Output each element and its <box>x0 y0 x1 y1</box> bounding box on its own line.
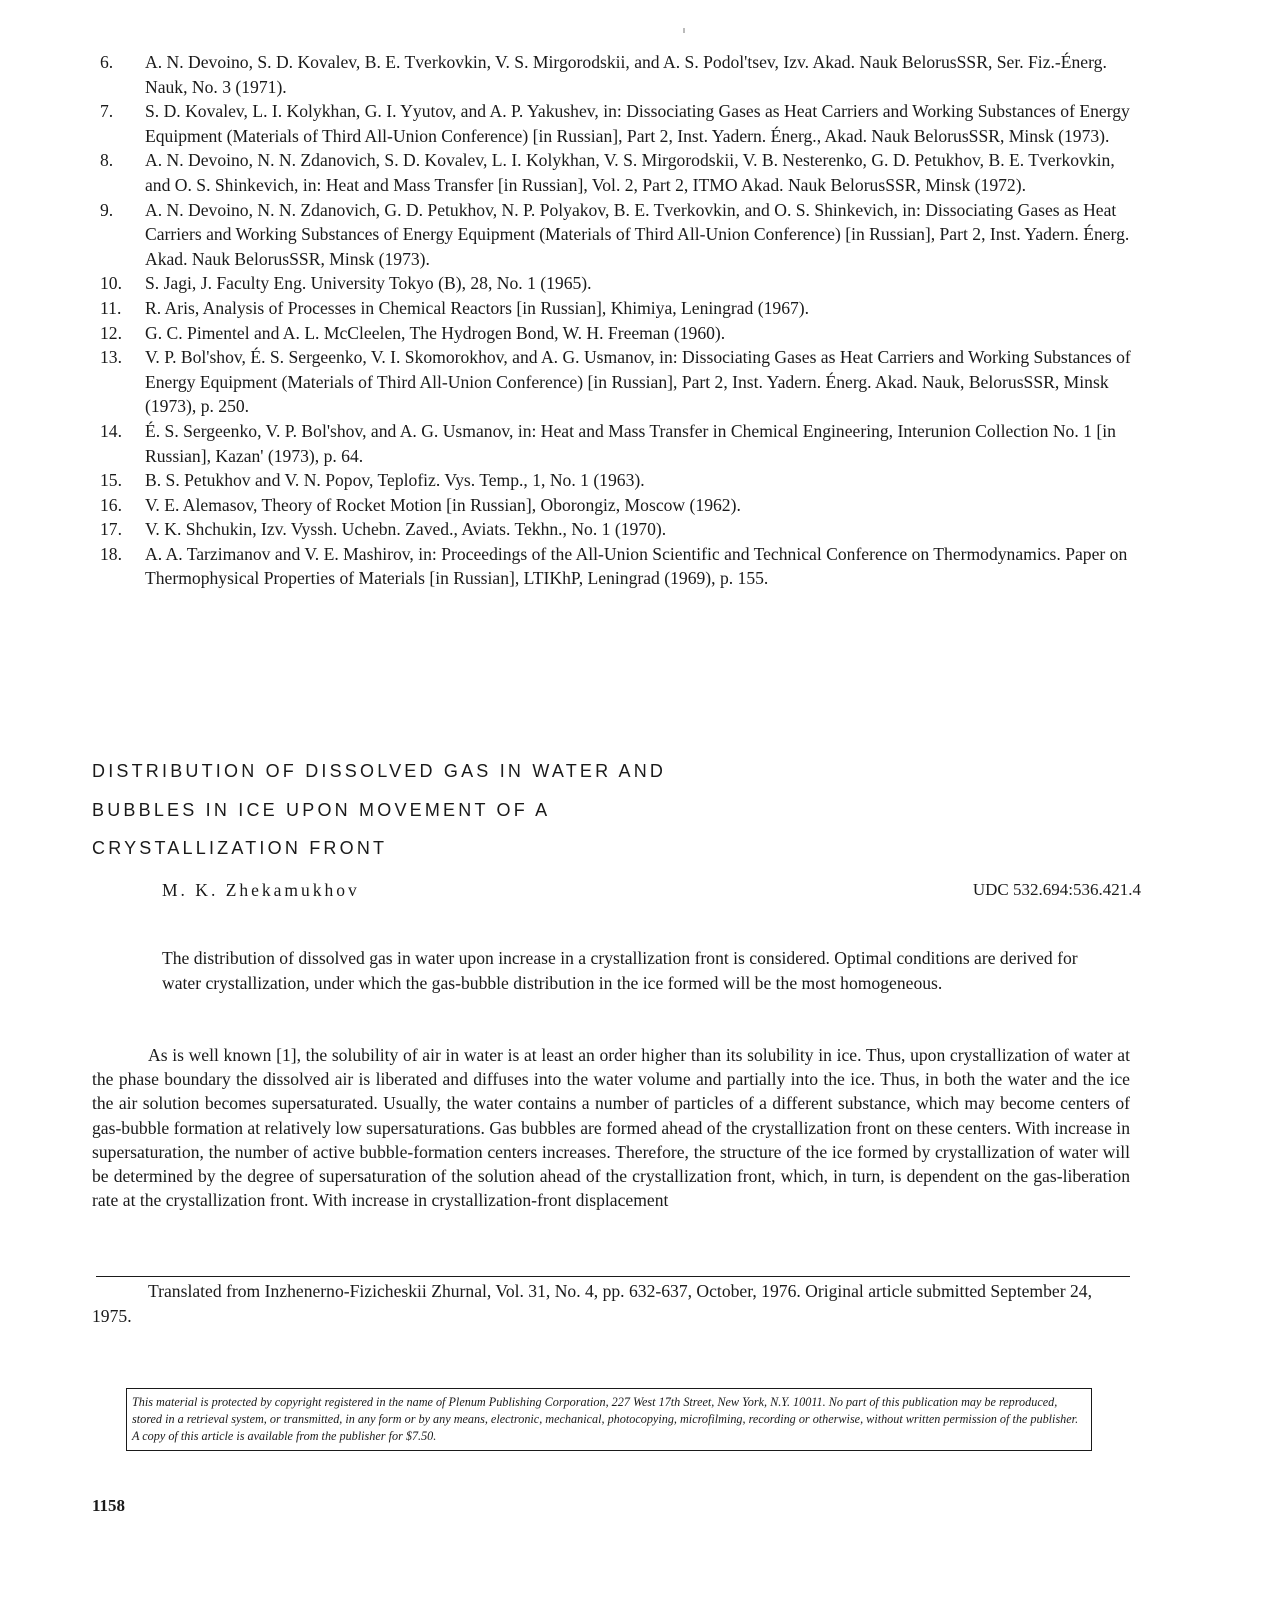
reference-item <box>100 345 1140 419</box>
reference-number: 18. <box>100 543 122 564</box>
reference-item <box>100 419 1140 468</box>
reference-text: A. N. Devoino, N. N. Zdanovich, S. D. Kovalev, L. I. Kolykhan, V. S. Mirgorodskii, V. B. Nesterenko, G. D. Petukhov, B. E. Tverkovkin, and O. S. Shinkevich, in: Heat and Mass Transfer [in Russian], Vol. 2, Part 2, ITMO Akad. Nauk BelorusSSR, Minsk (1972). <box>145 150 1115 195</box>
page-number: 1158 <box>92 1496 126 1515</box>
title-line: DISTRIBUTION OF DISSOLVED GAS IN WATER AND <box>92 761 667 781</box>
reference-number: 13. <box>100 347 122 368</box>
reference-number: 14. <box>100 420 122 441</box>
article-body <box>92 1043 1130 1212</box>
reference-item <box>100 148 1140 197</box>
reference-item <box>100 321 1140 346</box>
reference-item <box>100 468 1140 493</box>
reference-item <box>100 517 1140 542</box>
reference-item <box>100 296 1140 321</box>
reference-number: 12. <box>100 322 122 343</box>
reference-number: 16. <box>100 494 122 515</box>
reference-item <box>100 50 1140 99</box>
reference-item <box>100 271 1140 296</box>
reference-number: 10. <box>100 273 122 294</box>
reference-number: 7. <box>100 101 114 122</box>
reference-number: 15. <box>100 470 122 491</box>
reference-number: 9. <box>100 199 114 220</box>
reference-text: S. Jagi, J. Faculty Eng. University Tokyo (B), 28, No. 1 (1965). <box>145 273 592 294</box>
reference-text: G. C. Pimentel and A. L. McCleelen, The Hydrogen Bond, W. H. Freeman (1960). <box>145 322 726 343</box>
body-paragraph: As is well known [1], the solubility of air in water is at least an order higher than its solubility in ice. Thus, upon crystallization of water at the phase boundary the dissolved air is liberated and diffuses into the water volume and partially into the ice. Thus, in both the water and the ice the air solution becomes supersaturated. Usually, the water contains a number of particles of a different substance, which may become centers of gas-bubble formation at relatively low supersaturations. Gas bubbles are formed ahead of the crystallization front on these centers. With increase in supersaturation, the number of active bubble-formation centers increases. Therefore, the structure of the ice formed by crystallization of water will be determined by the degree of supersaturation of the solution ahead of the crystallization front, which, in turn, is dependent on the gas-liberation rate at the crystallization front. With increase in crystallization-front displacement <box>92 1045 1130 1211</box>
scan-mark <box>683 28 685 33</box>
footnote-rule <box>96 1276 1130 1277</box>
udc-code: UDC 532.694:536.421.4 <box>972 880 1141 899</box>
reference-text: V. P. Bol'shov, É. S. Sergeenko, V. I. Skomorokhov, and A. G. Usmanov, in: Dissociating Gases as Heat Carriers and Working Substances of Energy Equipment (Materials of Third All-Union Conference) [in Russian], Part 2, Inst. Yadern. Énerg. Akad. Nauk, BelorusSSR, Minsk (1973), p. 250. <box>145 347 1131 417</box>
article-abstract: The distribution of dissolved gas in water upon increase in a crystallization front is considered. Optimal conditions are derived for water crystallization, under which the gas-bubble distribution in the ice formed will be the most homogeneous. <box>162 948 1078 993</box>
title-line: BUBBLES IN ICE UPON MOVEMENT OF A <box>92 799 551 820</box>
title-line: CRYSTALLIZATION FRONT <box>92 838 388 858</box>
reference-text: A. N. Devoino, S. D. Kovalev, B. E. Tverkovkin, V. S. Mirgorodskii, and A. S. Podol'tsev, Izv. Akad. Nauk BelorusSSR, Ser. Fiz.-Énerg. Nauk, No. 3 (1971). <box>145 52 1107 97</box>
reference-text: É. S. Sergeenko, V. P. Bol'shov, and A. G. Usmanov, in: Heat and Mass Transfer in Chemical Engineering, Interunion Collection No. 1 [in Russian], Kazan' (1973), p. 64. <box>145 420 1116 466</box>
reference-text: V. K. Shchukin, Izv. Vyssh. Uchebn. Zaved., Aviats. Tekhn., No. 1 (1970). <box>145 519 667 540</box>
reference-text: S. D. Kovalev, L. I. Kolykhan, G. I. Yyutov, and A. P. Yakushev, in: Dissociating Gases as Heat Carriers and Working Substances of Energy Equipment (Materials of Third All-Union Conference) [in Russian], Part 2, Inst. Yadern. Énerg., Akad. Nauk BelorusSSR, Minsk (1973). <box>145 101 1130 146</box>
reference-text: V. E. Alemasov, Theory of Rocket Motion [in Russian], Oborongiz, Moscow (1962). <box>145 494 741 515</box>
copyright-notice: This material is protected by copyright registered in the name of Plenum Publishing Corporation, 227 West 17th Street, New York, N.Y. 10011. No part of this publication may be reproduced, stored in a retrieval system, or transmitted, in any form or by any means, electronic, mechanical, photocopying, microfilming, recording or otherwise, without written permission of the publisher. A copy of this article is available from the publisher for $7.50. <box>126 1388 1092 1451</box>
reference-item <box>100 493 1140 518</box>
translation-note <box>92 1279 1130 1329</box>
reference-number: 8. <box>100 150 114 171</box>
reference-item <box>100 542 1140 591</box>
reference-number: 11. <box>100 297 122 318</box>
reference-number: 6. <box>100 52 114 72</box>
reference-list <box>100 50 1140 591</box>
reference-text: A. A. Tarzimanov and V. E. Mashirov, in: Proceedings of the All-Union Scientific and Technical Conference on Thermodynamics. Paper on Thermophysical Properties of Materials [in Russian], LTIKhP, Leningrad (1969), p. 155. <box>145 543 1128 589</box>
translation-note-text: Translated from Inzhenerno-Fizicheskii Zhurnal, Vol. 31, No. 4, pp. 632-637, October, 1976. Original article submitted September 24, 1975. <box>92 1281 1092 1326</box>
reference-text: B. S. Petukhov and V. N. Popov, Teplofiz. Vys. Temp., 1, No. 1 (1963). <box>145 470 645 491</box>
reference-number: 17. <box>100 519 122 540</box>
article-author: M. K. Zhekamukhov <box>162 880 360 900</box>
article-title <box>92 752 666 868</box>
reference-item <box>100 99 1140 148</box>
reference-item <box>100 198 1140 272</box>
reference-text: A. N. Devoino, N. N. Zdanovich, G. D. Petukhov, N. P. Polyakov, B. E. Tverkovkin, and O. S. Shinkevich, in: Dissociating Gases as Heat Carriers and Working Substances of Energy Equipment (Materials of Third All-Union Conference) [in Russian], Part 2, Inst. Yadern. Énerg. Akad. Nauk BelorusSSR, Minsk (1973). <box>145 199 1130 269</box>
reference-text: R. Aris, Analysis of Processes in Chemical Reactors [in Russian], Khimiya, Leningrad (1967). <box>145 297 810 318</box>
